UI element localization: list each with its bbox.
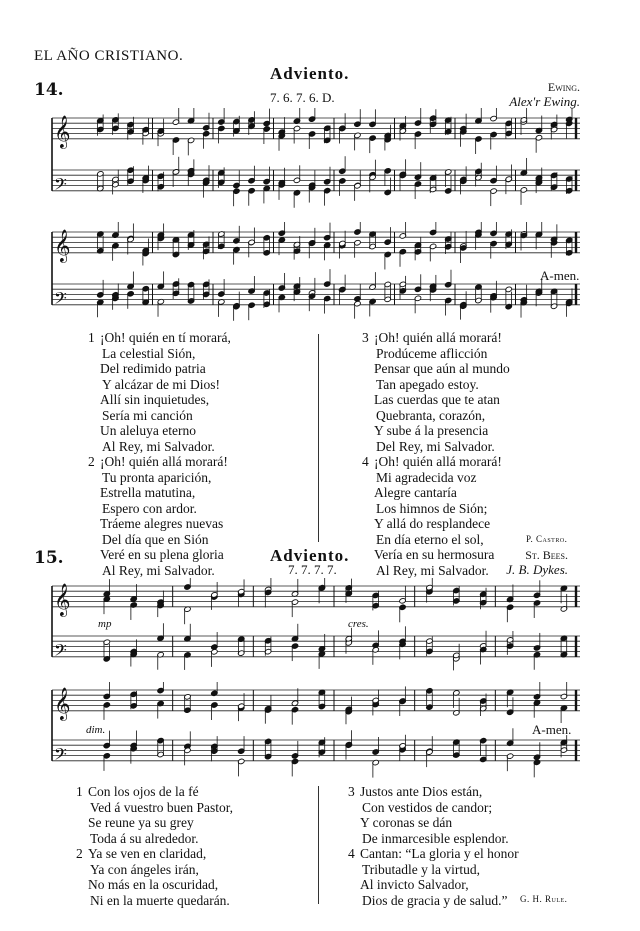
verse-line: ¡Oh! quién allá morará! [374, 330, 502, 345]
hymn-title: Adviento. [270, 64, 350, 83]
column-divider [318, 334, 319, 542]
amen-label: A-men. [540, 268, 580, 283]
verse-line: Las cuerdas que te atan [374, 392, 500, 407]
verse-line: Mi agradecida voz [376, 469, 477, 485]
bass-clef-icon: 𝄢 [54, 639, 67, 664]
verses-left-15 [76, 784, 233, 908]
verse-line: Sería mi canción [102, 407, 193, 423]
music-staff-svg [48, 222, 588, 332]
verse-line: Espero con ardor. [102, 500, 197, 516]
verse-line: Tributadle y la virtud, [362, 861, 480, 877]
verse-line: Tráeme alegres nuevas [100, 516, 224, 531]
verse-line: Con vestidos de candor; [362, 799, 493, 815]
verse-line: Estrella matutina, [100, 485, 196, 500]
verse-number: 3 [348, 784, 355, 799]
verse-line: Del Rey, mi Salvador. [376, 438, 495, 454]
composer: J. B. Dykes. [506, 562, 568, 577]
music-staff-svg [48, 578, 588, 678]
running-head: EL AÑO CRISTIANO. [34, 48, 184, 64]
dynamic-mark: dim. [86, 724, 106, 736]
verse-line: Los himnos de Sión; [376, 500, 488, 516]
verse-line: Alegre cantaría [374, 485, 457, 500]
dynamic-mark: mp [98, 618, 112, 630]
verse-number: 3 [362, 330, 369, 345]
treble-clef-icon: 𝄞 [54, 114, 71, 148]
verse-line: En día eterno el sol, [376, 531, 484, 547]
music-staff-svg [48, 682, 588, 782]
amen-label: A-men. [532, 722, 572, 737]
dynamic-mark: cres. [348, 618, 369, 630]
tune-name: St. Bees. [525, 548, 568, 562]
verse-number: 2 [88, 454, 95, 469]
music-staff-svg [48, 108, 588, 218]
verses-left-14 [88, 330, 231, 578]
verse [362, 454, 510, 578]
verse-line: Un aleluya eterno [100, 423, 196, 438]
verse-line: ¡Oh! quién allá morará! [100, 454, 228, 469]
music-system-3 [48, 578, 588, 678]
bass-clef-icon: 𝄢 [54, 173, 67, 198]
verse-number: 4 [362, 454, 369, 469]
treble-clef-icon: 𝄞 [54, 228, 71, 262]
verse-number: 1 [88, 330, 95, 345]
hymn-title: Adviento. [270, 546, 350, 565]
verse-line: Prodúceme aflicción [376, 345, 488, 361]
verse-line: Allí sin inquietudes, [100, 392, 210, 407]
verse-line: Se reune ya su grey [88, 815, 194, 830]
music-system-4 [48, 682, 588, 782]
verse [362, 330, 510, 454]
verse-line: Al invicto Salvador, [360, 877, 469, 892]
verse-line: Con los ojos de la fé [88, 784, 199, 799]
verse-line: ¡Oh! quién allá morará! [374, 454, 502, 469]
verse-line: Y coronas se dán [360, 815, 453, 830]
music-system-1 [48, 108, 588, 218]
verse-line: Veré en su plena gloria [100, 547, 224, 562]
hymn-meter: 7. 6. 7. 6. D. [270, 90, 335, 105]
verse-line: Ya con ángeles irán, [90, 861, 199, 877]
music-system-2 [48, 222, 588, 332]
verse-number: 1 [76, 784, 83, 799]
bass-clef-icon: 𝄢 [54, 287, 67, 312]
verse-line: Ni en la muerte quedarán. [90, 892, 230, 908]
verse-line: De inmarcesible esplendor. [362, 830, 509, 846]
verse-line: Al Rey, mi Salvador. [376, 562, 489, 578]
treble-clef-icon: 𝄞 [54, 686, 71, 720]
verse-line: Toda á su alrededor. [90, 830, 199, 846]
verse [88, 454, 231, 578]
verse [88, 330, 231, 454]
verse-line: Al Rey, mi Salvador. [102, 438, 215, 454]
verse-line: Tu pronta aparición, [102, 469, 212, 485]
verse-line: Del redimido patria [100, 361, 206, 376]
verse-line: ¡Oh! quién en tí morará, [100, 330, 231, 345]
verse-line: Cantan: “La gloria y el honor [360, 846, 519, 861]
hymn-number: 15. [34, 548, 64, 568]
verse-line: Dios de gracia y de salud.” [362, 892, 508, 908]
verse-line: Y alcázar de mi Dios! [102, 376, 220, 392]
hymn-number: 14. [34, 80, 64, 100]
verse-line: Ya se ven en claridad, [88, 846, 207, 861]
verses-right-14 [362, 330, 510, 578]
verse-line: Justos ante Dios están, [360, 784, 483, 799]
verse-line: Vería en su hermosura [374, 547, 495, 562]
treble-clef-icon: 𝄞 [54, 582, 71, 616]
column-divider [318, 786, 319, 904]
verse-number: 2 [76, 846, 83, 861]
author-credit: P. Castro. [526, 534, 568, 544]
verse-number: 4 [348, 846, 355, 861]
author-credit: G. H. Rule. [520, 894, 568, 904]
verse-line: Al Rey, mi Salvador. [102, 562, 215, 578]
verse-line: Y allá do resplandece [374, 516, 491, 531]
tune-name: Ewing. [547, 80, 580, 94]
verse-line: Ved á vuestro buen Pastor, [90, 799, 234, 815]
verse-line: Del día que en Sión [102, 531, 209, 547]
verse-line: La celestial Sión, [102, 345, 196, 361]
verse-line: Quebranta, corazón, [376, 407, 486, 423]
composer: Alex'r Ewing. [509, 94, 580, 109]
verse-line: Tan apegado estoy. [376, 376, 479, 392]
verse-line: No más en la oscuridad, [88, 877, 219, 892]
hymn-meter: 7. 7. 7. 7. [288, 562, 337, 577]
verses-right-15 [348, 784, 519, 908]
verse-line: Pensar que aún al mundo [374, 361, 510, 376]
verse-line: Y sube á la presencia [374, 423, 489, 438]
bass-clef-icon: 𝄢 [54, 743, 67, 768]
